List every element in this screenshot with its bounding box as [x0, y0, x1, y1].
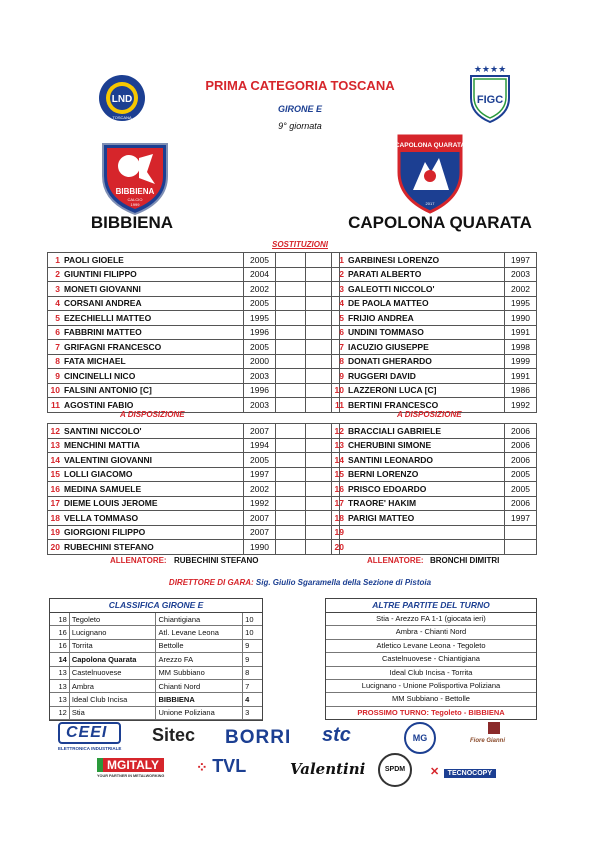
- player-name: DIEME LOUIS JEROME: [62, 496, 244, 511]
- player-name: SANTINI LEONARDO: [346, 453, 505, 468]
- standings-points: 18: [50, 613, 69, 626]
- standings-team: Bettolle: [156, 639, 243, 652]
- svg-text:2017: 2017: [425, 201, 435, 206]
- player-name: LOLLI GIACOMO: [62, 467, 244, 482]
- player-year: 2002: [244, 482, 276, 497]
- sub-cell-1: [276, 325, 306, 340]
- player-year: 2007: [244, 511, 276, 526]
- player-name: RUBECHINI STEFANO: [62, 540, 244, 555]
- player-name: CORSANI ANDREA: [62, 296, 244, 311]
- player-number: 11: [332, 398, 347, 413]
- player-name: CHERUBINI SIMONE: [346, 438, 505, 453]
- standings-title: CLASSIFICA GIRONE E: [50, 599, 262, 613]
- player-year: 1986: [505, 383, 537, 398]
- player-name: EZECHIELLI MATTEO: [62, 311, 244, 326]
- player-year: 2003: [505, 267, 537, 282]
- standings-team: Stia: [69, 706, 156, 719]
- player-number: 3: [332, 282, 347, 297]
- player-year: 1997: [244, 467, 276, 482]
- player-row: [48, 325, 340, 340]
- sub-cell-1: [276, 340, 306, 355]
- standings-table: [50, 613, 262, 720]
- player-row: [48, 383, 340, 398]
- player-number: 8: [332, 354, 347, 369]
- standings-team: Atl. Levane Leona: [156, 626, 243, 639]
- player-name: IACUZIO GIUSEPPE: [346, 340, 505, 355]
- away-team-name: CAPOLONA QUARATA: [348, 213, 532, 232]
- player-row: [48, 496, 340, 511]
- standings-points: 16: [50, 626, 69, 639]
- player-row: [48, 424, 340, 439]
- player-number: 2: [332, 267, 347, 282]
- standings-team: MM Subbiano: [156, 666, 243, 679]
- player-name: [346, 525, 505, 540]
- player-year: 1990: [505, 311, 537, 326]
- player-row: [48, 525, 340, 540]
- player-year: 1995: [244, 311, 276, 326]
- player-row: [48, 467, 340, 482]
- standings-team: Tegoleto: [69, 613, 156, 626]
- player-year: 1997: [505, 511, 537, 526]
- away-bench-label: A DISPOSIZIONE: [397, 410, 462, 419]
- match-item: Ambra - Chianti Nord: [326, 626, 536, 639]
- svg-text:CAPOLONA QUARATA: CAPOLONA QUARATA: [395, 142, 465, 149]
- standings-team: Chianti Nord: [156, 679, 243, 692]
- player-year: 2007: [244, 424, 276, 439]
- standings-team: Capolona Quarata: [69, 653, 156, 666]
- sub-cell-1: [276, 267, 306, 282]
- player-name: FATA MICHAEL: [62, 354, 244, 369]
- home-bench-table: [47, 423, 340, 555]
- sponsor-fiore-mark: [488, 722, 500, 734]
- player-name: BRACCIALI GABRIELE: [346, 424, 505, 439]
- standings-points: 9: [243, 653, 262, 666]
- player-number: 10: [332, 383, 347, 398]
- player-year: 1992: [505, 398, 537, 413]
- sub-cell-1: [276, 424, 306, 439]
- standings-team: Torrita: [69, 639, 156, 652]
- standings-team: BIBBIENA: [156, 693, 243, 706]
- bibbiena-crest: [95, 138, 175, 218]
- girone-label: GIRONE E: [277, 104, 322, 114]
- player-year: 2006: [505, 453, 537, 468]
- capolona-quarata-crest: [395, 132, 465, 214]
- player-number: 7: [332, 340, 347, 355]
- player-name: BERTINI FRANCESCO: [346, 398, 505, 413]
- player-name: PAOLI GIOELE: [62, 253, 244, 268]
- player-number: 18: [48, 511, 63, 526]
- player-name: AGOSTINI FABIO: [62, 398, 244, 413]
- player-year: 2005: [244, 453, 276, 468]
- player-name: FRIJIO ANDREA: [346, 311, 505, 326]
- player-row: [332, 438, 537, 453]
- match-item: Stia - Arezzo FA 1-1 (giocata ieri): [326, 613, 536, 626]
- sponsor-tecnocopy-label: TECNOCOPY: [444, 769, 496, 778]
- standings-points: 7: [243, 679, 262, 692]
- home-starters-table: [47, 252, 340, 413]
- sub-cell-1: [276, 496, 306, 511]
- referee-label: DIRETTORE DI GARA:: [168, 578, 254, 587]
- player-name: GIORGIONI FILIPPO: [62, 525, 244, 540]
- player-year: 1996: [244, 383, 276, 398]
- player-name: VALENTINI GIOVANNI: [62, 453, 244, 468]
- standings-team: Castelnuovese: [69, 666, 156, 679]
- figc-logo: [465, 62, 515, 124]
- player-name: PRISCO EDOARDO: [346, 482, 505, 497]
- player-name: MENCHINI MATTIA: [62, 438, 244, 453]
- standings-points: 4: [243, 693, 262, 706]
- sostituzioni-label: SOSTITUZIONI: [272, 240, 328, 249]
- standings-row: [50, 653, 262, 666]
- player-number: 18: [332, 511, 347, 526]
- player-number: 3: [48, 282, 63, 297]
- player-name: GARBINESI LORENZO: [346, 253, 505, 268]
- next-round: PROSSIMO TURNO: Tegoleto - BIBBIENA: [357, 707, 505, 717]
- player-year: 1992: [244, 496, 276, 511]
- player-year: 2004: [244, 267, 276, 282]
- home-team-name: BIBBIENA: [90, 213, 174, 232]
- player-number: 12: [48, 424, 63, 439]
- player-year: 2006: [505, 438, 537, 453]
- player-row: [332, 282, 537, 297]
- sponsor-mg: MG: [404, 722, 436, 754]
- home-bench-label: A DISPOSIZIONE: [120, 410, 185, 419]
- sub-cell-1: [276, 311, 306, 326]
- player-year: 2005: [244, 253, 276, 268]
- standings-team: Unione Poliziana: [156, 706, 243, 719]
- sponsor-sitec: Sitec: [152, 725, 196, 745]
- tvl-icon: ⁘: [196, 759, 208, 775]
- player-number: 6: [332, 325, 347, 340]
- svg-text:★★★★: ★★★★: [473, 65, 507, 75]
- away-coach-name: BRONCHI DIMITRI: [430, 556, 500, 565]
- standings-team: Arezzo FA: [156, 653, 243, 666]
- sponsor-mgitaly-logo: MGITALY: [97, 758, 164, 772]
- player-row: [48, 354, 340, 369]
- player-number: 6: [48, 325, 63, 340]
- player-row: [332, 424, 537, 439]
- player-year: 1991: [505, 325, 537, 340]
- player-year: 1994: [244, 438, 276, 453]
- player-name: LAZZERONI LUCA [C]: [346, 383, 505, 398]
- sponsor-mgitaly-sub: YOUR PARTNER IN METALWORKING: [97, 774, 165, 778]
- player-row: [48, 253, 340, 268]
- player-name: CINCINELLI NICO: [62, 369, 244, 384]
- player-year: 2000: [244, 354, 276, 369]
- player-row: [48, 340, 340, 355]
- player-number: 19: [48, 525, 63, 540]
- player-year: 2006: [505, 424, 537, 439]
- player-number: 12: [332, 424, 347, 439]
- player-row: [48, 311, 340, 326]
- player-row: [48, 398, 340, 413]
- player-row: [332, 325, 537, 340]
- player-row: [48, 369, 340, 384]
- player-number: 8: [48, 354, 63, 369]
- away-starters-table: [331, 252, 537, 413]
- svg-text:LND: LND: [111, 94, 133, 105]
- player-row: [48, 453, 340, 468]
- player-name: [346, 540, 505, 555]
- sponsor-spdm: SPDM: [378, 753, 412, 787]
- player-row: [332, 525, 537, 540]
- player-number: 7: [48, 340, 63, 355]
- player-row: [332, 253, 537, 268]
- player-row: [332, 482, 537, 497]
- player-year: [505, 525, 537, 540]
- standings-points: 10: [243, 626, 262, 639]
- sub-cell-1: [276, 482, 306, 497]
- svg-text:CALCIO: CALCIO: [127, 197, 143, 202]
- giornata-label: 9° giornata: [278, 121, 322, 131]
- page-title: PRIMA CATEGORIA TOSCANA: [205, 78, 395, 93]
- sub-cell-1: [276, 467, 306, 482]
- player-number: 4: [332, 296, 347, 311]
- player-name: SANTINI NICCOLO': [62, 424, 244, 439]
- player-number: 5: [332, 311, 347, 326]
- player-row: [48, 540, 340, 555]
- standings-points: 13: [50, 666, 69, 679]
- player-year: 1998: [505, 340, 537, 355]
- player-number: 14: [48, 453, 63, 468]
- tecnocopy-icon: ✕: [430, 766, 440, 778]
- player-number: 20: [48, 540, 63, 555]
- sponsor-tvl: [196, 756, 246, 777]
- sponsor-stc: stc: [322, 724, 351, 746]
- player-row: [332, 383, 537, 398]
- standings-team: Chiantigiana: [156, 613, 243, 626]
- svg-text:TOSCANA: TOSCANA: [112, 115, 132, 120]
- player-row: [332, 540, 537, 555]
- standings-team: Lucignano: [69, 626, 156, 639]
- standings-points: 12: [50, 706, 69, 719]
- standings-points: 16: [50, 639, 69, 652]
- referee-line: [0, 578, 600, 587]
- player-number: 15: [332, 467, 347, 482]
- player-row: [48, 296, 340, 311]
- player-row: [332, 453, 537, 468]
- player-name: DE PAOLA MATTEO: [346, 296, 505, 311]
- player-year: 1997: [505, 253, 537, 268]
- player-number: 14: [332, 453, 347, 468]
- player-name: PARIGI MATTEO: [346, 511, 505, 526]
- player-year: 2005: [244, 296, 276, 311]
- player-number: 13: [332, 438, 347, 453]
- player-year: 2002: [505, 282, 537, 297]
- player-year: 2003: [244, 398, 276, 413]
- player-number: 9: [48, 369, 63, 384]
- home-coach-label: ALLENATORE:: [110, 556, 167, 565]
- player-year: 2003: [244, 369, 276, 384]
- player-number: 17: [332, 496, 347, 511]
- player-name: GIUNTINI FILIPPO: [62, 267, 244, 282]
- player-number: 16: [48, 482, 63, 497]
- player-name: GALEOTTI NICCOLO': [346, 282, 505, 297]
- player-name: UNDINI TOMMASO: [346, 325, 505, 340]
- standings-row: [50, 679, 262, 692]
- player-number: 10: [48, 383, 63, 398]
- player-row: [48, 482, 340, 497]
- player-number: 1: [332, 253, 347, 268]
- player-row: [332, 311, 537, 326]
- player-name: RUGGERI DAVID: [346, 369, 505, 384]
- svg-text:BIBBIENA: BIBBIENA: [115, 187, 155, 196]
- player-year: 2002: [244, 282, 276, 297]
- sub-cell-1: [276, 511, 306, 526]
- sub-cell-1: [276, 540, 306, 555]
- standings-points: 14: [50, 653, 69, 666]
- player-year: 1999: [505, 354, 537, 369]
- sub-cell-1: [276, 253, 306, 268]
- sub-cell-1: [276, 369, 306, 384]
- sponsor-ceei-logo: CEEI: [58, 722, 121, 744]
- match-item: Ideal Club Incisa - Torrita: [326, 667, 536, 680]
- player-name: GRIFAGNI FRANCESCO: [62, 340, 244, 355]
- player-number: 16: [332, 482, 347, 497]
- player-year: 2005: [505, 467, 537, 482]
- player-year: 1995: [505, 296, 537, 311]
- player-row: [332, 369, 537, 384]
- player-row: [48, 438, 340, 453]
- match-item: Castelnuovese - Chiantigiana: [326, 653, 536, 666]
- standings-points: 8: [243, 666, 262, 679]
- away-coach-label: ALLENATORE:: [367, 556, 424, 565]
- sponsor-borri: BORRI: [225, 727, 292, 748]
- player-year: [505, 540, 537, 555]
- sponsor-ceei: [58, 722, 121, 751]
- sponsor-tvl-label: TVL: [212, 756, 247, 776]
- home-coach-name: RUBECHINI STEFANO: [174, 556, 259, 565]
- player-row: [332, 496, 537, 511]
- player-number: 1: [48, 253, 63, 268]
- sponsor-ceei-sub: ELETTRONICA INDUSTRIALE: [58, 746, 122, 751]
- standings-points: 13: [50, 679, 69, 692]
- player-number: 13: [48, 438, 63, 453]
- standings-row: [50, 693, 262, 706]
- player-year: 1990: [244, 540, 276, 555]
- standings-row: [50, 666, 262, 679]
- sub-cell-1: [276, 398, 306, 413]
- match-item: Atletico Levane Leona - Tegoleto: [326, 640, 536, 653]
- player-row: [332, 296, 537, 311]
- standings-points: 9: [243, 639, 262, 652]
- player-row: [332, 354, 537, 369]
- sponsor-fiore: Fiore Gianni: [470, 738, 506, 744]
- player-number: 4: [48, 296, 63, 311]
- player-row: [332, 267, 537, 282]
- standings-row: [50, 706, 262, 719]
- sponsor-mgitaly: [97, 758, 164, 778]
- player-number: 19: [332, 525, 347, 540]
- standings-team: Ambra: [69, 679, 156, 692]
- player-name: BERNI LORENZO: [346, 467, 505, 482]
- player-year: 1991: [505, 369, 537, 384]
- player-number: 17: [48, 496, 63, 511]
- standings-points: 13: [50, 693, 69, 706]
- sub-cell-1: [276, 453, 306, 468]
- match-item: Lucignano - Unione Polisportiva Poliziana: [326, 680, 536, 693]
- away-bench-table: [331, 423, 537, 555]
- player-name: VELLA TOMMASO: [62, 511, 244, 526]
- sub-cell-1: [276, 354, 306, 369]
- player-year: 2007: [244, 525, 276, 540]
- match-item: MM Subbiano - Bettolle: [326, 693, 536, 706]
- player-name: MEDINA SAMUELE: [62, 482, 244, 497]
- standings-points: 10: [243, 613, 262, 626]
- player-row: [48, 267, 340, 282]
- player-number: 20: [332, 540, 347, 555]
- other-matches-title: ALTRE PARTITE DEL TURNO: [326, 599, 536, 613]
- player-name: FABBRINI MATTEO: [62, 325, 244, 340]
- sub-cell-1: [276, 525, 306, 540]
- other-matches-list: [326, 613, 536, 707]
- sub-cell-1: [276, 282, 306, 297]
- sub-cell-1: [276, 296, 306, 311]
- player-row: [48, 282, 340, 297]
- player-name: FALSINI ANTONIO [C]: [62, 383, 244, 398]
- svg-text:FIGC: FIGC: [476, 94, 504, 106]
- player-number: 2: [48, 267, 63, 282]
- player-number: 15: [48, 467, 63, 482]
- player-name: TRAORE' HAKIM: [346, 496, 505, 511]
- sub-cell-1: [276, 438, 306, 453]
- standings-points: 3: [243, 706, 262, 719]
- standings-row: [50, 613, 262, 626]
- other-matches-box: [325, 598, 537, 720]
- sub-cell-1: [276, 383, 306, 398]
- standings-box: [49, 598, 263, 721]
- player-name: PARATI ALBERTO: [346, 267, 505, 282]
- player-number: 11: [48, 398, 63, 413]
- player-name: MONETI GIOVANNI: [62, 282, 244, 297]
- referee-name: Sig. Giulio Sgaramella della Sezione di Pistoia: [255, 578, 432, 587]
- player-row: [332, 340, 537, 355]
- standings-team: Ideal Club Incisa: [69, 693, 156, 706]
- player-number: 5: [48, 311, 63, 326]
- sponsor-tecnocopy: [430, 762, 496, 780]
- player-year: 2005: [244, 340, 276, 355]
- standings-row: [50, 639, 262, 652]
- player-row: [48, 511, 340, 526]
- player-number: 9: [332, 369, 347, 384]
- player-row: [332, 467, 537, 482]
- sponsor-valentini: Valentini: [290, 760, 366, 778]
- player-year: 1996: [244, 325, 276, 340]
- player-row: [332, 511, 537, 526]
- standings-row: [50, 626, 262, 639]
- player-name: DONATI GHERARDO: [346, 354, 505, 369]
- player-year: 2005: [505, 482, 537, 497]
- svg-text:1999: 1999: [130, 202, 140, 207]
- player-year: 2006: [505, 496, 537, 511]
